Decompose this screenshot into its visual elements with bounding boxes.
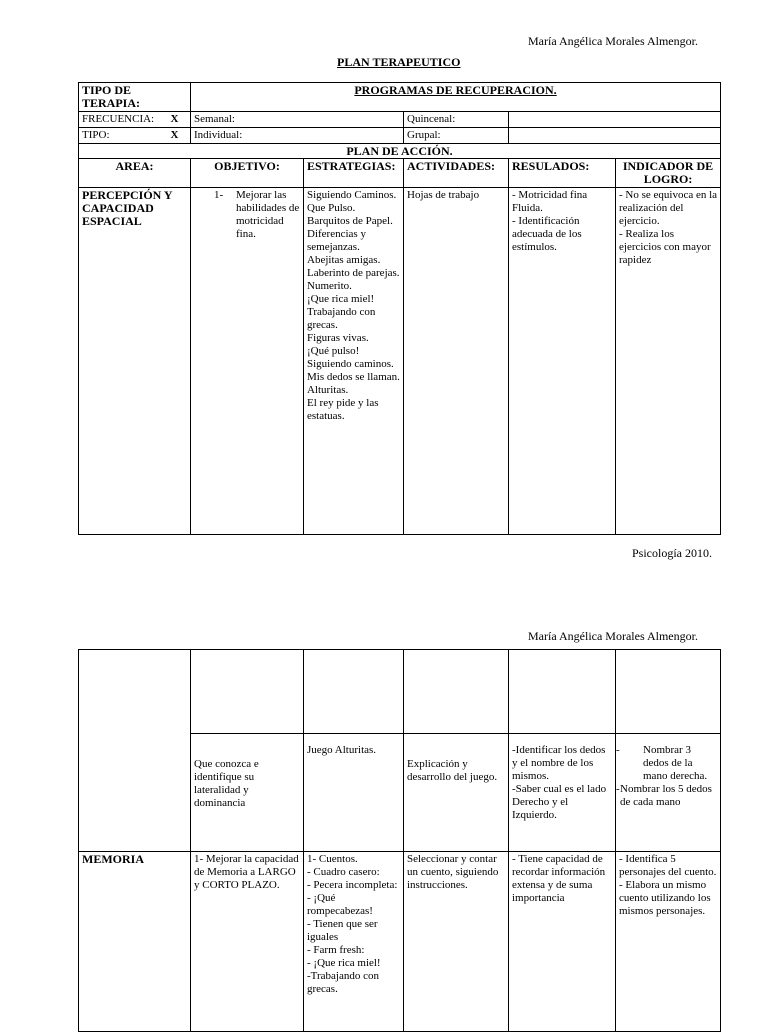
blank-cell (304, 650, 404, 734)
author-name-page2: María Angélica Morales Almengor. (528, 629, 698, 643)
programs-heading: PROGRAMAS DE RECUPERACION. (191, 83, 721, 112)
indicator-first: - Nombrar 3 dedos de la mano derecha. (616, 744, 708, 782)
objective-number: 1- (214, 189, 224, 201)
therapy-type-label: TIPO DE TERAPIA: (79, 83, 191, 112)
blank-cell (404, 650, 509, 734)
results-text: - Motricidad fina Fluida. - Identificación adecuada de los estímulos. (509, 188, 616, 535)
author-name: María Angélica Morales Almengor. (528, 34, 698, 48)
objective-cell (191, 188, 304, 535)
type-label: TIPO: (79, 128, 191, 144)
objective-laterality: Que conozca e identifique su lateralidad y dominancia (191, 734, 304, 852)
frequency-label: FRECUENCIA: (79, 112, 191, 128)
frequency-empty (509, 112, 721, 128)
area-memory: MEMORIA (79, 852, 191, 1032)
activity-explanation: Explicación y desarrollo del juego. (404, 734, 509, 852)
blank-cell (509, 650, 616, 734)
frequency-biweekly: Quincenal: X (404, 112, 509, 128)
header-activities: ACTIVIDADES: (404, 159, 509, 188)
type-group: Grupal: X (404, 128, 509, 144)
blank-cell (191, 650, 304, 734)
indicator-text: - No se equivoca en la realización del ejercicio. - Realiza los ejercicios con mayor rapidez (616, 188, 721, 535)
results-fingers: -Identificar los dedos y el nombre de los mismos. -Saber cual es el lado Derecho y el Izquierdo. (509, 734, 616, 852)
therapy-plan-table-page2 (78, 649, 721, 1032)
blank-cell (616, 650, 721, 734)
indicator-second: - Nombrar los 5 dedos de cada mano (616, 783, 712, 808)
header-objective: OBJETIVO: (191, 159, 304, 188)
action-plan-heading: PLAN DE ACCIÓN. (79, 144, 721, 159)
indicator-memory: - Identifica 5 personajes del cuento. - Elabora un mismo cuento utilizando los mismos personajes. (616, 852, 721, 1032)
therapy-plan-table (78, 82, 721, 535)
header-area: AREA: (79, 159, 191, 188)
activities-text: Hojas de trabajo (404, 188, 509, 535)
page-title: PLAN TERAPEUTICO (337, 55, 461, 69)
header-indicator: INDICADOR DE LOGRO: (616, 159, 721, 188)
type-empty (509, 128, 721, 144)
area-empty (79, 650, 191, 852)
header-results: RESULADOS: (509, 159, 616, 188)
frequency-weekly: Semanal: (191, 112, 404, 128)
page-footer: Psicología 2010. (632, 546, 712, 560)
area-perception: PERCEPCIÓN Y CAPACIDAD ESPACIAL (79, 188, 191, 535)
type-individual: Individual: (191, 128, 404, 144)
activities-memory: Seleccionar y contar un cuento, siguiendo instrucciones. (404, 852, 509, 1032)
objective-memory: 1- Mejorar la capacidad de Memoria a LARGO y CORTO PLAZO. (191, 852, 304, 1032)
indicator-fingers (616, 734, 721, 852)
objective-text: Mejorar las habilidades de motricidad fina. (236, 189, 300, 240)
results-memory: - Tiene capacidad de recordar información extensa y de suma importancia (509, 852, 616, 1032)
header-strategies: ESTRATEGIAS: (304, 159, 404, 188)
strategy-alturitas: Juego Alturitas. (304, 734, 404, 852)
strategies-memory: 1- Cuentos. - Cuadro casero: - Pecera incompleta: - ¡Qué rompecabezas! - Tienen que ser iguales - Farm fresh: - ¡Que rica miel! -Trabajando con grecas. (304, 852, 404, 1032)
strategies-list: Siguiendo Caminos. Que Pulso. Barquitos de Papel. Diferencias y semejanzas. Abejitas amigas. Laberinto de parejas. Numerito. ¡Que rica miel! Trabajando con grecas. Figuras vivas. ¡Qué pulso! Siguiendo caminos. Mis dedos se llaman. Alturitas. El rey pide y las estatuas. (304, 188, 404, 535)
